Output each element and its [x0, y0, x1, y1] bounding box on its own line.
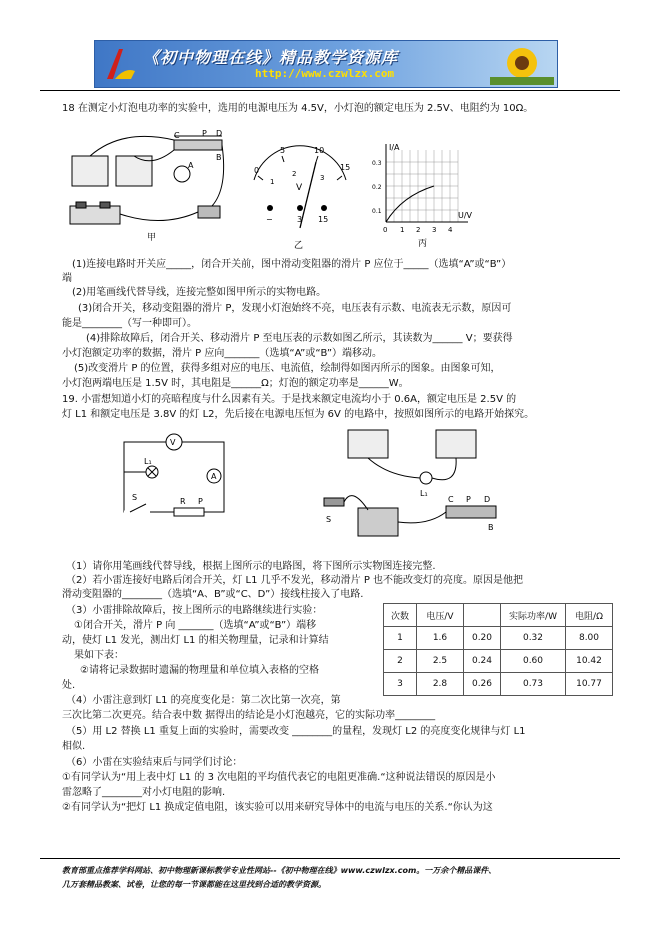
table-cell: 0.73: [501, 673, 566, 696]
yi-subtick-2: 2: [292, 170, 297, 178]
table-cell: 1.6: [417, 627, 464, 650]
apparatus-figure: [308, 426, 518, 546]
yi-meter-V: V: [296, 183, 303, 193]
q18-item-4: (4)排除故障后，闭合开关、移动滑片 P 至电压表的示数如图乙所示，其读数为______ V；要获得: [86, 333, 513, 344]
table-header-blank: [464, 604, 501, 627]
jia-label-D: D: [216, 129, 223, 138]
jia-label-B: B: [216, 153, 222, 162]
yi-tick-5: 5: [280, 146, 286, 155]
table-cell: 10.77: [566, 673, 613, 696]
q19-item-6: （6）小雷在实验结束后与同学们讨论：: [66, 757, 243, 768]
yi-caption: 乙: [294, 241, 304, 251]
table-cell: 1: [384, 627, 417, 650]
q18-intro: 18 在测定小灯泡电功率的实验中，选用的电源电压为 4.5V，小灯泡的额定电压为 2.5V、电阻约为 10Ω。: [62, 103, 534, 114]
circuit-P: P: [198, 497, 203, 506]
q19-item-5: （5）用 L2 替换 L1 重复上面的实验时，需要改变 ________的量程，发现灯 L2 的亮度变化规律与灯 L1: [66, 726, 526, 737]
bing-xtick-2: 2: [416, 226, 421, 234]
apparatus-S: S: [326, 515, 332, 524]
q19-item-2b: 滑动变阻器的________（选填“A、B”或“C、D”）接线柱接入了电路.: [62, 589, 364, 600]
circuit-L1: L₁: [144, 457, 152, 466]
yi-terminal-3: 3: [297, 215, 303, 224]
q19-item-3b: ②请将记录数据时遗漏的物理量和单位填入表格的空格: [80, 665, 319, 676]
q19-item-6b: ②有同学认为“把灯 L1 换成定值电阻，该实验可以用来研究导体中的电流与电压的关系.“你认为这: [62, 802, 493, 813]
apparatus-B: B: [488, 523, 494, 532]
circuit-A: A: [211, 472, 217, 481]
table-cell: 0.32: [501, 627, 566, 650]
yi-terminal-neg: −: [266, 215, 273, 224]
bing-x-label: U/V: [458, 211, 473, 220]
yi-tick-10: 10: [314, 146, 325, 155]
jia-caption: 甲: [147, 233, 157, 242]
bing-y-label: I/A: [389, 143, 400, 152]
q19-item-6a2: 雷忽略了________对小灯电阻的影响.: [62, 787, 226, 798]
q19-item-3a3: 果如下表：: [74, 650, 124, 661]
yi-subtick-1: 1: [270, 178, 275, 186]
table-row: [384, 650, 613, 673]
bing-caption: 丙: [418, 239, 428, 249]
data-table: [383, 603, 613, 696]
q18-item-3b: 能是________（写一种即可）。: [62, 318, 197, 329]
q19-intro-1: 19. 小雷想知道小灯的亮暗程度与什么因素有关。于是找来额定电流均小于 0.6A，额定电压是 2.5V 的: [62, 394, 517, 405]
q19-item-4: （4）小雷注意到灯 L1 的亮度变化是：第二次比第一次亮，第: [66, 695, 341, 706]
apparatus-L1: L₁: [420, 489, 428, 498]
table-row: [384, 673, 613, 696]
footer-line-1: 教育部重点推荐学科网站、初中物理新课标教学专业性网站--《初中物理在线》www.czwlzx.com。一万余个精品课件、: [62, 866, 497, 875]
q18-item-4b: 小灯泡额定功率的数据，滑片 P 应向_______（选填“A”或“B”）端移动。: [62, 348, 383, 359]
header-banner: [94, 40, 558, 88]
yi-tick-0: 0: [254, 166, 260, 175]
table-cell: 0.26: [464, 673, 501, 696]
bing-ytick-0.3: 0.3: [372, 160, 382, 167]
q19-item-6a: ①有同学认为“用上表中灯 L1 的 3 次电阻的平均值代表它的电阻更准确.“这种说法错误的原因是小: [62, 772, 496, 783]
table-cell: 3: [384, 673, 417, 696]
logo-icon: [101, 45, 137, 83]
q18-item-1: (1)连接电路时开关应_____，闭合开关前，图中滑动变阻器的滑片 P 应位于_____（选填“A”或“B”）: [72, 259, 512, 270]
table-row: [384, 627, 613, 650]
q19-intro-2: 灯 L1 和额定电压是 3.8V 的灯 L2，先后接在电源电压恒为 6V 的电路中，按照如图所示的电路开始探究。: [62, 409, 535, 420]
table-cell: 0.60: [501, 650, 566, 673]
table-cell: 8.00: [566, 627, 613, 650]
circuit-diagram: [110, 432, 250, 522]
figure-bing: [372, 140, 482, 252]
jia-label-C: C: [174, 131, 180, 140]
apparatus-C: C: [448, 495, 454, 504]
q19-item-5b: 相似.: [62, 741, 86, 752]
circuit-S: S: [132, 493, 138, 502]
table-cell: 0.20: [464, 627, 501, 650]
yi-subtick-3: 3: [320, 174, 325, 182]
q19-item-3b2: 处.: [62, 680, 76, 691]
apparatus-D: D: [484, 495, 491, 504]
banner-title: 《初中物理在线》精品教学资源库: [143, 48, 399, 67]
yi-terminal-15: 15: [318, 215, 329, 224]
bing-xtick-3: 3: [432, 226, 437, 234]
circuit-V: V: [170, 438, 176, 447]
q18-item-5: (5)改变滑片 P 的位置，获得多组对应的电压、电流值，绘制得如图丙所示的图象。由图象可知，: [74, 363, 501, 374]
figure-jia: [62, 128, 232, 242]
banner-url[interactable]: http://www.czwlzx.com: [255, 67, 395, 80]
table-header: 电压/V: [417, 604, 464, 627]
table-cell: 0.24: [464, 650, 501, 673]
q19-item-3a: ①闭合开关，滑片 P 向 _______（选填“A”或“B”）端移: [74, 620, 317, 631]
bing-ytick-0.2: 0.2: [372, 184, 382, 191]
q18-item-1b: 端: [62, 273, 72, 284]
bing-xtick-1: 1: [400, 226, 405, 234]
jia-label-P: P: [202, 129, 207, 138]
q19-item-1: （1）请你用笔画线代替导线，根据上图所示的电路图，将下图所示实物图连接完整.: [66, 561, 436, 572]
q19-item-3: （3）小雷排除故障后，按上图所示的电路继续进行实验：: [66, 605, 323, 616]
q18-item-2: (2)用笔画线代替导线，连接完整如图甲所示的实物电路。: [72, 287, 327, 298]
header-rule: [40, 90, 620, 91]
table-header: 实际功率/W: [501, 604, 566, 627]
table-cell: 2.5: [417, 650, 464, 673]
table-header: 电阻/Ω: [566, 604, 613, 627]
sunflower-icon: [490, 43, 554, 85]
figure-yi: [240, 140, 360, 252]
footer-rule: [40, 858, 620, 859]
table-cell: 2: [384, 650, 417, 673]
circuit-R: R: [180, 497, 186, 506]
footer-line-2: 几万套精品教案、试卷，让您的每一节课都能在这里找到合适的教学资源。: [62, 880, 326, 889]
bing-xtick-0: 0: [383, 226, 388, 234]
bing-ytick-0.1: 0.1: [372, 208, 382, 215]
yi-tick-15: 15: [340, 163, 351, 172]
q19-item-3a2: 动，使灯 L1 发光，测出灯 L1 的相关物理量，记录和计算结: [62, 635, 329, 646]
apparatus-P: P: [466, 495, 471, 504]
jia-label-A: A: [188, 161, 194, 170]
q18-item-5b: 小灯泡两端电压是 1.5V 时，其电阻是______Ω；灯泡的额定功率是______W。: [62, 378, 409, 389]
q19-item-2: （2）若小雷连接好电路后闭合开关，灯 L1 几乎不发光，移动滑片 P 也不能改变灯的亮度。原因是他把: [66, 575, 524, 586]
bing-xtick-4: 4: [448, 226, 453, 234]
table-cell: 2.8: [417, 673, 464, 696]
table-cell: 10.42: [566, 650, 613, 673]
q18-item-3: (3)闭合开关，移动变阻器的滑片 P，发现小灯泡始终不亮，电压表有示数、电流表无示数，原因可: [78, 303, 512, 314]
table-header: 次数: [384, 604, 417, 627]
table-header-row: [384, 604, 613, 627]
q19-item-4b: 三次比第二次更亮。结合表中数 据得出的结论是小灯泡越亮，它的实际功率________: [62, 710, 436, 721]
